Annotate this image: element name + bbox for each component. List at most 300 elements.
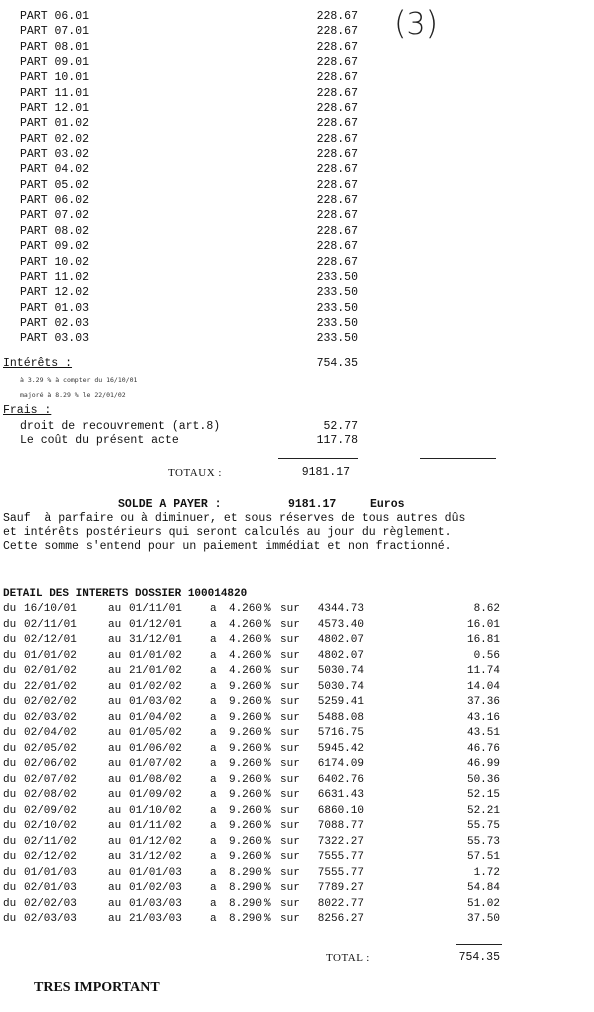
row-interest-amount: 57.51 <box>466 851 500 864</box>
row-au-word: au <box>108 773 122 786</box>
row-rate: 8.290 <box>228 913 262 926</box>
installment-row <box>0 24 594 39</box>
row-sur-word: sur <box>280 727 300 740</box>
row-du-word: du <box>3 742 17 755</box>
row-end-date: 01/04/02 <box>129 711 182 724</box>
interest-detail-row <box>0 742 594 758</box>
row-a-word: a <box>210 742 217 755</box>
row-percent-sign: % <box>264 882 271 895</box>
row-interest-amount: 52.15 <box>466 789 500 802</box>
row-a-word: a <box>210 649 217 662</box>
row-au-word: au <box>108 866 122 879</box>
row-end-date: 01/08/02 <box>129 773 182 786</box>
row-interest-amount: 43.16 <box>466 711 500 724</box>
installment-amount: 228.67 <box>316 132 358 146</box>
row-end-date: 01/02/03 <box>129 882 182 895</box>
row-base-amount: 7555.77 <box>317 851 364 864</box>
row-du-word: du <box>3 851 17 864</box>
row-end-date: 01/05/02 <box>129 727 182 740</box>
row-end-date: 21/01/02 <box>129 665 182 678</box>
row-interest-amount: 50.36 <box>466 773 500 786</box>
row-start-date: 02/11/01 <box>24 618 77 631</box>
row-du-word: du <box>3 820 17 833</box>
row-interest-amount: 37.36 <box>466 696 500 709</box>
installment-label: PART 10.01 <box>20 71 90 85</box>
interets-note-rate: à 3.29 % à compter du 16/10/01 <box>20 376 138 384</box>
row-start-date: 02/08/02 <box>24 789 77 802</box>
interest-detail-row <box>0 711 594 727</box>
interets-title: Intérêts : <box>3 357 73 370</box>
row-rate: 9.260 <box>228 835 262 848</box>
installment-row <box>0 147 594 162</box>
row-au-word: au <box>108 835 122 848</box>
row-au-word: au <box>108 649 122 662</box>
row-a-word: a <box>210 866 217 879</box>
row-start-date: 02/10/02 <box>24 820 77 833</box>
row-start-date: 02/11/02 <box>24 835 77 848</box>
frais-label-recouvrement: droit de recouvrement (art.8) <box>20 420 221 433</box>
installment-amount: 228.67 <box>316 102 358 116</box>
installment-label: PART 10.02 <box>20 255 90 269</box>
installment-row <box>0 239 594 254</box>
totaux-rule <box>278 458 358 459</box>
row-end-date: 01/10/02 <box>129 804 182 817</box>
row-start-date: 02/12/02 <box>24 851 77 864</box>
row-base-amount: 4344.73 <box>317 603 364 615</box>
row-end-date: 01/03/03 <box>129 897 182 910</box>
row-start-date: 02/03/02 <box>24 711 77 724</box>
row-percent-sign: % <box>264 820 271 833</box>
row-a-word: a <box>210 711 217 724</box>
installment-label: PART 03.03 <box>20 332 90 346</box>
interest-detail-row <box>0 804 594 820</box>
row-rate: 9.260 <box>228 789 262 802</box>
row-sur-word: sur <box>280 789 300 802</box>
interest-detail-row <box>0 850 594 866</box>
installment-label: PART 12.02 <box>20 286 90 300</box>
row-base-amount: 5259.41 <box>317 696 364 709</box>
row-base-amount: 7322.27 <box>317 835 364 848</box>
row-base-amount: 6631.43 <box>317 789 364 802</box>
row-a-word: a <box>210 789 217 802</box>
installment-amount: 228.67 <box>316 209 358 223</box>
installment-row <box>0 331 594 346</box>
row-au-word: au <box>108 680 122 693</box>
row-base-amount: 8022.77 <box>317 897 364 910</box>
installment-row <box>0 301 594 316</box>
installment-amount: 228.67 <box>316 178 358 192</box>
row-base-amount: 6860.10 <box>317 804 364 817</box>
row-du-word: du <box>3 680 17 693</box>
installment-amount: 228.67 <box>316 148 358 162</box>
row-rate: 4.260 <box>228 634 262 647</box>
row-interest-amount: 1.72 <box>473 866 500 879</box>
row-percent-sign: % <box>264 634 271 647</box>
interest-detail-row <box>0 788 594 804</box>
row-end-date: 01/02/02 <box>129 680 182 693</box>
row-start-date: 02/02/02 <box>24 696 77 709</box>
interest-detail-table <box>0 602 594 928</box>
installment-row <box>0 224 594 239</box>
row-du-word: du <box>3 866 17 879</box>
interest-detail-row <box>0 664 594 680</box>
terms-line-1: Sauf à parfaire ou à diminuer, et sous réserves de tous autres dûs <box>3 512 466 525</box>
row-sur-word: sur <box>280 758 300 771</box>
row-end-date: 31/12/01 <box>129 634 182 647</box>
row-percent-sign: % <box>264 711 271 724</box>
row-rate: 4.260 <box>228 618 262 631</box>
interest-detail-row <box>0 897 594 913</box>
installment-row <box>0 86 594 101</box>
interest-detail-row <box>0 633 594 649</box>
installment-label: PART 12.01 <box>20 102 90 116</box>
row-start-date: 02/02/03 <box>24 897 77 910</box>
row-a-word: a <box>210 665 217 678</box>
totaux-amount: 9181.17 <box>301 466 350 479</box>
row-interest-amount: 0.56 <box>473 649 500 662</box>
installment-row <box>0 255 594 270</box>
installment-row <box>0 55 594 70</box>
row-du-word: du <box>3 804 17 817</box>
row-au-word: au <box>108 758 122 771</box>
row-au-word: au <box>108 913 122 926</box>
row-base-amount: 5488.08 <box>317 711 364 724</box>
installment-amount: 228.67 <box>316 71 358 85</box>
row-base-amount: 5716.75 <box>317 727 364 740</box>
installment-label: PART 01.02 <box>20 117 90 131</box>
row-end-date: 01/09/02 <box>129 789 182 802</box>
solde-label: SOLDE A PAYER : <box>118 498 222 511</box>
row-interest-amount: 55.75 <box>466 820 500 833</box>
row-base-amount: 6402.76 <box>317 773 364 786</box>
installment-row <box>0 162 594 177</box>
installment-row <box>0 132 594 147</box>
installment-label: PART 08.02 <box>20 224 90 238</box>
installment-label: PART 11.01 <box>20 86 90 100</box>
row-au-word: au <box>108 665 122 678</box>
row-interest-amount: 16.81 <box>466 634 500 647</box>
installment-row <box>0 40 594 55</box>
row-au-word: au <box>108 897 122 910</box>
row-percent-sign: % <box>264 696 271 709</box>
row-start-date: 02/06/02 <box>24 758 77 771</box>
row-interest-amount: 54.84 <box>466 882 500 895</box>
row-interest-amount: 46.99 <box>466 758 500 771</box>
row-start-date: 02/01/02 <box>24 665 77 678</box>
row-du-word: du <box>3 913 17 926</box>
row-base-amount: 5945.42 <box>317 742 364 755</box>
row-a-word: a <box>210 882 217 895</box>
row-du-word: du <box>3 618 17 631</box>
row-base-amount: 8256.27 <box>317 913 364 926</box>
row-sur-word: sur <box>280 773 300 786</box>
row-sur-word: sur <box>280 711 300 724</box>
total-rule <box>456 944 502 945</box>
row-percent-sign: % <box>264 866 271 879</box>
installment-amount: 228.67 <box>316 25 358 39</box>
interest-detail-row <box>0 819 594 835</box>
row-sur-word: sur <box>280 603 300 615</box>
row-percent-sign: % <box>264 649 271 662</box>
installment-label: PART 07.01 <box>20 25 90 39</box>
handwritten-open-paren: ( <box>394 4 407 42</box>
installment-label: PART 01.03 <box>20 301 90 315</box>
row-base-amount: 4802.07 <box>317 634 364 647</box>
interest-detail-row <box>0 773 594 789</box>
row-start-date: 02/03/03 <box>24 913 77 926</box>
row-a-word: a <box>210 758 217 771</box>
row-percent-sign: % <box>264 789 271 802</box>
row-a-word: a <box>210 804 217 817</box>
interets-amount: 754.35 <box>316 357 358 370</box>
installment-row <box>0 9 594 24</box>
important-notice-title: TRES IMPORTANT <box>34 980 160 995</box>
row-percent-sign: % <box>264 727 271 740</box>
row-a-word: a <box>210 634 217 647</box>
row-au-word: au <box>108 603 122 615</box>
row-du-word: du <box>3 603 17 615</box>
row-end-date: 01/12/02 <box>129 835 182 848</box>
installment-row <box>0 178 594 193</box>
row-sur-word: sur <box>280 820 300 833</box>
row-a-word: a <box>210 618 217 631</box>
installment-label: PART 02.02 <box>20 132 90 146</box>
row-base-amount: 7555.77 <box>317 866 364 879</box>
interest-detail-row <box>0 881 594 897</box>
row-percent-sign: % <box>264 773 271 786</box>
row-end-date: 21/03/03 <box>129 913 182 926</box>
row-au-word: au <box>108 804 122 817</box>
frais-label-acte: Le coût du présent acte <box>20 434 179 447</box>
row-start-date: 01/01/02 <box>24 649 77 662</box>
row-a-word: a <box>210 897 217 910</box>
row-au-word: au <box>108 696 122 709</box>
row-start-date: 16/10/01 <box>24 603 77 615</box>
row-du-word: du <box>3 882 17 895</box>
frais-amount-recouvrement: 52.77 <box>323 420 358 433</box>
row-au-word: au <box>108 851 122 864</box>
row-percent-sign: % <box>264 618 271 631</box>
interest-detail-row <box>0 649 594 665</box>
row-sur-word: sur <box>280 882 300 895</box>
installment-amount: 233.50 <box>316 270 358 284</box>
row-sur-word: sur <box>280 696 300 709</box>
row-du-word: du <box>3 665 17 678</box>
row-end-date: 01/03/02 <box>129 696 182 709</box>
row-start-date: 02/04/02 <box>24 727 77 740</box>
interest-detail-row <box>0 726 594 742</box>
row-end-date: 01/11/01 <box>129 603 182 615</box>
row-a-word: a <box>210 835 217 848</box>
row-sur-word: sur <box>280 835 300 848</box>
solde-amount: 9181.17 <box>288 498 337 511</box>
installment-amount: 228.67 <box>316 194 358 208</box>
handwritten-digit: 3 <box>406 7 426 42</box>
row-a-word: a <box>210 727 217 740</box>
installment-row <box>0 316 594 331</box>
row-du-word: du <box>3 897 17 910</box>
installment-label: PART 08.01 <box>20 40 90 54</box>
row-interest-amount: 55.73 <box>466 835 500 848</box>
row-rate: 8.290 <box>228 897 262 910</box>
interest-detail-row <box>0 757 594 773</box>
installment-label: PART 09.02 <box>20 240 90 254</box>
row-base-amount: 4802.07 <box>317 649 364 662</box>
row-interest-amount: 52.21 <box>466 804 500 817</box>
installment-amount: 233.50 <box>316 332 358 346</box>
row-sur-word: sur <box>280 866 300 879</box>
row-du-word: du <box>3 758 17 771</box>
row-a-word: a <box>210 851 217 864</box>
row-interest-amount: 14.04 <box>466 680 500 693</box>
row-rate: 8.290 <box>228 882 262 895</box>
totaux-label: TOTAUX : <box>168 467 222 479</box>
row-au-word: au <box>108 711 122 724</box>
row-rate: 4.260 <box>228 603 262 615</box>
installment-amount: 233.50 <box>316 316 358 330</box>
installment-row <box>0 193 594 208</box>
row-interest-amount: 46.76 <box>466 742 500 755</box>
interest-detail-row <box>0 602 594 618</box>
interest-detail-row <box>0 680 594 696</box>
row-end-date: 01/01/03 <box>129 866 182 879</box>
installment-amount: 228.67 <box>316 86 358 100</box>
installment-amount: 228.67 <box>316 240 358 254</box>
row-percent-sign: % <box>264 835 271 848</box>
row-sur-word: sur <box>280 665 300 678</box>
row-base-amount: 7789.27 <box>317 882 364 895</box>
row-base-amount: 4573.40 <box>317 618 364 631</box>
total-amount: 754.35 <box>458 951 500 964</box>
installment-label: PART 06.01 <box>20 10 90 23</box>
installment-amount: 228.67 <box>316 56 358 70</box>
row-interest-amount: 11.74 <box>466 665 500 678</box>
installments-list <box>0 9 594 347</box>
row-a-word: a <box>210 696 217 709</box>
installment-label: PART 02.03 <box>20 316 90 330</box>
row-rate: 9.260 <box>228 851 262 864</box>
row-end-date: 01/06/02 <box>129 742 182 755</box>
interets-note-increase: majoré à 8.29 % le 22/01/02 <box>20 391 126 399</box>
row-du-word: du <box>3 649 17 662</box>
frais-amount-acte: 117.78 <box>316 434 358 447</box>
row-start-date: 01/01/03 <box>24 866 77 879</box>
row-interest-amount: 43.51 <box>466 727 500 740</box>
terms-paragraph <box>3 512 589 555</box>
row-sur-word: sur <box>280 649 300 662</box>
row-sur-word: sur <box>280 634 300 647</box>
interest-detail-row <box>0 866 594 882</box>
row-au-word: au <box>108 742 122 755</box>
installment-amount: 228.67 <box>316 224 358 238</box>
row-percent-sign: % <box>264 758 271 771</box>
interest-detail-header: DETAIL DES INTERETS DOSSIER 100014820 <box>3 588 248 600</box>
row-interest-amount: 8.62 <box>473 603 500 615</box>
handwritten-close-paren: ) <box>425 4 439 42</box>
row-sur-word: sur <box>280 913 300 926</box>
installment-amount: 233.50 <box>316 301 358 315</box>
row-rate: 9.260 <box>228 758 262 771</box>
row-percent-sign: % <box>264 742 271 755</box>
installment-amount: 228.67 <box>316 40 358 54</box>
row-sur-word: sur <box>280 851 300 864</box>
interest-detail-row <box>0 695 594 711</box>
row-percent-sign: % <box>264 804 271 817</box>
terms-line-2: et intérêts postérieurs qui seront calculés au jour du règlement. <box>3 526 452 540</box>
terms-line-3: Cette somme s'entend pour un paiement immédiat et non fractionné. <box>3 540 452 554</box>
row-percent-sign: % <box>264 897 271 910</box>
row-rate: 4.260 <box>228 649 262 662</box>
installment-label: PART 07.02 <box>20 209 90 223</box>
row-a-word: a <box>210 603 217 615</box>
row-rate: 9.260 <box>228 711 262 724</box>
row-start-date: 02/07/02 <box>24 773 77 786</box>
row-sur-word: sur <box>280 618 300 631</box>
frais-title: Frais : <box>3 404 52 417</box>
row-du-word: du <box>3 727 17 740</box>
row-a-word: a <box>210 773 217 786</box>
row-rate: 9.260 <box>228 804 262 817</box>
row-rate: 4.260 <box>228 665 262 678</box>
row-start-date: 02/09/02 <box>24 804 77 817</box>
installment-label: PART 04.02 <box>20 163 90 177</box>
installment-row <box>0 270 594 285</box>
row-au-word: au <box>108 727 122 740</box>
row-base-amount: 7088.77 <box>317 820 364 833</box>
row-rate: 9.260 <box>228 820 262 833</box>
row-interest-amount: 51.02 <box>466 897 500 910</box>
installment-row <box>0 70 594 85</box>
installment-row <box>0 285 594 300</box>
row-au-word: au <box>108 820 122 833</box>
installment-label: PART 06.02 <box>20 194 90 208</box>
installment-row <box>0 208 594 223</box>
row-du-word: du <box>3 634 17 647</box>
row-a-word: a <box>210 820 217 833</box>
totaux-rule-right <box>420 458 496 459</box>
row-au-word: au <box>108 618 122 631</box>
installment-row <box>0 116 594 131</box>
row-percent-sign: % <box>264 603 271 615</box>
row-start-date: 02/12/01 <box>24 634 77 647</box>
row-a-word: a <box>210 913 217 926</box>
row-a-word: a <box>210 680 217 693</box>
installment-label: PART 05.02 <box>20 178 90 192</box>
row-rate: 9.260 <box>228 773 262 786</box>
row-percent-sign: % <box>264 680 271 693</box>
row-rate: 9.260 <box>228 680 262 693</box>
solde-currency: Euros <box>370 498 405 511</box>
installment-label: PART 03.02 <box>20 148 90 162</box>
interest-detail-row <box>0 912 594 928</box>
installment-label: PART 11.02 <box>20 270 90 284</box>
row-interest-amount: 16.01 <box>466 618 500 631</box>
row-percent-sign: % <box>264 913 271 926</box>
row-du-word: du <box>3 773 17 786</box>
row-rate: 9.260 <box>228 742 262 755</box>
row-sur-word: sur <box>280 897 300 910</box>
row-start-date: 02/05/02 <box>24 742 77 755</box>
installment-amount: 228.67 <box>316 10 358 23</box>
row-base-amount: 5030.74 <box>317 680 364 693</box>
row-du-word: du <box>3 711 17 724</box>
row-start-date: 02/01/03 <box>24 882 77 895</box>
row-end-date: 01/12/01 <box>129 618 182 631</box>
interest-detail-row <box>0 618 594 634</box>
row-end-date: 31/12/02 <box>129 851 182 864</box>
row-start-date: 22/01/02 <box>24 680 77 693</box>
installment-amount: 233.50 <box>316 286 358 300</box>
